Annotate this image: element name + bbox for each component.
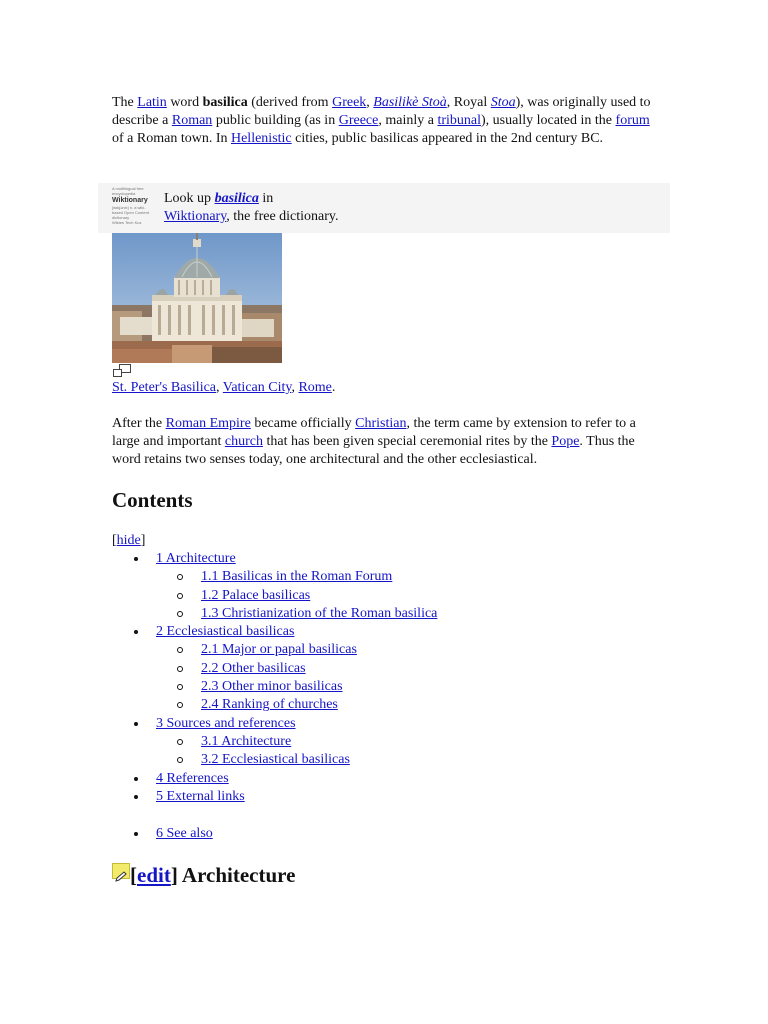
- section-heading-architecture: [112, 862, 295, 888]
- link-forum[interactable]: forum: [615, 113, 650, 128]
- toc-item: [112, 715, 437, 733]
- text: Look up: [164, 191, 215, 206]
- text: became officially: [250, 416, 356, 431]
- text: of a Roman town. In: [112, 131, 231, 146]
- link-pope[interactable]: Pope: [551, 434, 580, 449]
- toc-item: [112, 696, 437, 714]
- link-roman[interactable]: Roman: [171, 113, 213, 128]
- text: ]: [170, 863, 178, 887]
- toc-link-5[interactable]: 5 External links: [156, 788, 245, 804]
- text: public building (as in: [212, 113, 339, 128]
- toc-link-1[interactable]: 1 Architecture: [156, 551, 236, 566]
- text: [: [130, 863, 137, 887]
- text: . Thus the word retains two senses today, one architectural and the other ecclesiastical.: [112, 434, 635, 467]
- toc-item: [112, 641, 437, 659]
- toc-item: [112, 550, 437, 568]
- toc-link-3-2[interactable]: 3.2 Ecclesiastical basilicas: [201, 752, 350, 768]
- term-basilica: basilica: [202, 95, 248, 110]
- toc-link-2-1[interactable]: 2.1 Major or papal basilicas: [201, 642, 357, 658]
- link-wiktionary[interactable]: Wiktionary: [164, 209, 227, 224]
- toc-hide-link[interactable]: hide: [116, 533, 141, 548]
- text: ,: [216, 380, 223, 395]
- logo-text: Wiktes Tech Kuz: [112, 220, 142, 225]
- link-st-peters[interactable]: St. Peter's Basilica: [112, 380, 217, 395]
- image-caption: [112, 379, 335, 397]
- text: The: [112, 95, 138, 110]
- toc-link-2-2[interactable]: 2.2 Other basilicas: [201, 660, 306, 676]
- text: After the: [112, 416, 166, 431]
- link-stoa[interactable]: Stoa: [490, 95, 516, 110]
- toc-link-1-2[interactable]: 1.2 Palace basilicas: [201, 587, 311, 603]
- text: ), was originally used to describe a: [112, 95, 651, 128]
- text: .: [331, 380, 336, 395]
- text: ]: [140, 533, 146, 548]
- link-latin[interactable]: Latin: [137, 95, 167, 110]
- link-hellenistic[interactable]: Hellenistic: [230, 131, 292, 146]
- toc-item: [112, 733, 437, 751]
- link-rome[interactable]: Rome: [298, 380, 332, 395]
- text: , mainly a: [378, 113, 438, 128]
- toc-link-4[interactable]: 4 References: [156, 770, 229, 786]
- toc-link-3-1[interactable]: 3.1 Architecture: [201, 733, 292, 749]
- toc-hide-toggle: [112, 532, 145, 550]
- link-roman-empire[interactable]: Roman Empire: [165, 416, 251, 431]
- toc-link-2-4[interactable]: 2.4 Ranking of churches: [201, 697, 338, 713]
- text: word: [166, 95, 203, 110]
- basilica-photo[interactable]: [112, 233, 282, 363]
- text: that has been given special ceremonial rites by the: [262, 434, 552, 449]
- toc-item: [112, 825, 437, 843]
- link-basilike-stoa[interactable]: Basilikè Stoà: [373, 95, 447, 110]
- toc-item: [112, 678, 437, 696]
- link-christian[interactable]: Christian: [355, 416, 407, 431]
- link-basilica-wiktionary[interactable]: basilica: [214, 191, 259, 206]
- text: cities, public basilicas appeared in the 2nd century BC.: [291, 131, 604, 146]
- toc-spacer: [112, 806, 437, 825]
- toc-link-1-1[interactable]: 1.1 Basilicas in the Roman Forum: [201, 569, 393, 585]
- link-tribunal[interactable]: tribunal: [437, 113, 481, 128]
- logo-text: A multilingual free encyclopedia: [112, 186, 144, 196]
- logo-title: Wiktionary: [112, 197, 148, 204]
- toc-link-2[interactable]: 2 Ecclesiastical basilicas: [156, 624, 295, 640]
- text: in: [258, 191, 274, 206]
- section-title: Architecture: [177, 863, 296, 887]
- toc-link-3[interactable]: 3 Sources and references: [156, 715, 296, 731]
- toc-item: [112, 568, 437, 586]
- intro-paragraph: [112, 94, 657, 148]
- toc-item: [112, 605, 437, 623]
- toc-item: [112, 751, 437, 769]
- toc-item: [112, 660, 437, 678]
- wiktionary-logo: [112, 186, 152, 230]
- text: [: [112, 533, 117, 548]
- text: ,: [291, 380, 299, 395]
- magnify-icon[interactable]: [113, 364, 131, 377]
- text: (derived from: [247, 95, 333, 110]
- toc-link-6[interactable]: 6 See also: [156, 826, 213, 842]
- pencil-icon: [112, 863, 130, 879]
- second-paragraph: [112, 415, 657, 469]
- link-greece[interactable]: Greece: [338, 113, 379, 128]
- link-greek[interactable]: Greek: [332, 95, 367, 110]
- toc-link-2-3[interactable]: 2.3 Other minor basilicas: [201, 679, 343, 695]
- link-vatican-city[interactable]: Vatican City: [222, 380, 292, 395]
- toc-title: Contents: [112, 488, 193, 512]
- logo-text: [wɪkʃənrɪ] n. a wiki-based Open Content dictionary: [112, 205, 149, 220]
- table-of-contents: [112, 550, 437, 843]
- edit-link[interactable]: edit: [137, 863, 171, 887]
- text: ), usually located in the: [481, 113, 616, 128]
- toc-item: [112, 788, 437, 806]
- text: ,: [366, 95, 374, 110]
- text: , Royal: [446, 95, 491, 110]
- wiktionary-box: [98, 183, 670, 233]
- toc-item: [112, 623, 437, 641]
- text: , the term came by extension to refer to a large and important: [112, 416, 636, 449]
- toc-item: [112, 770, 437, 788]
- pencil-icon: [113, 870, 129, 884]
- link-church[interactable]: church: [224, 434, 263, 449]
- wiktionary-text: [164, 190, 604, 226]
- toc-item: [112, 587, 437, 605]
- text: , the free dictionary.: [226, 209, 339, 224]
- toc-link-1-3[interactable]: 1.3 Christianization of the Roman basilica: [201, 605, 438, 621]
